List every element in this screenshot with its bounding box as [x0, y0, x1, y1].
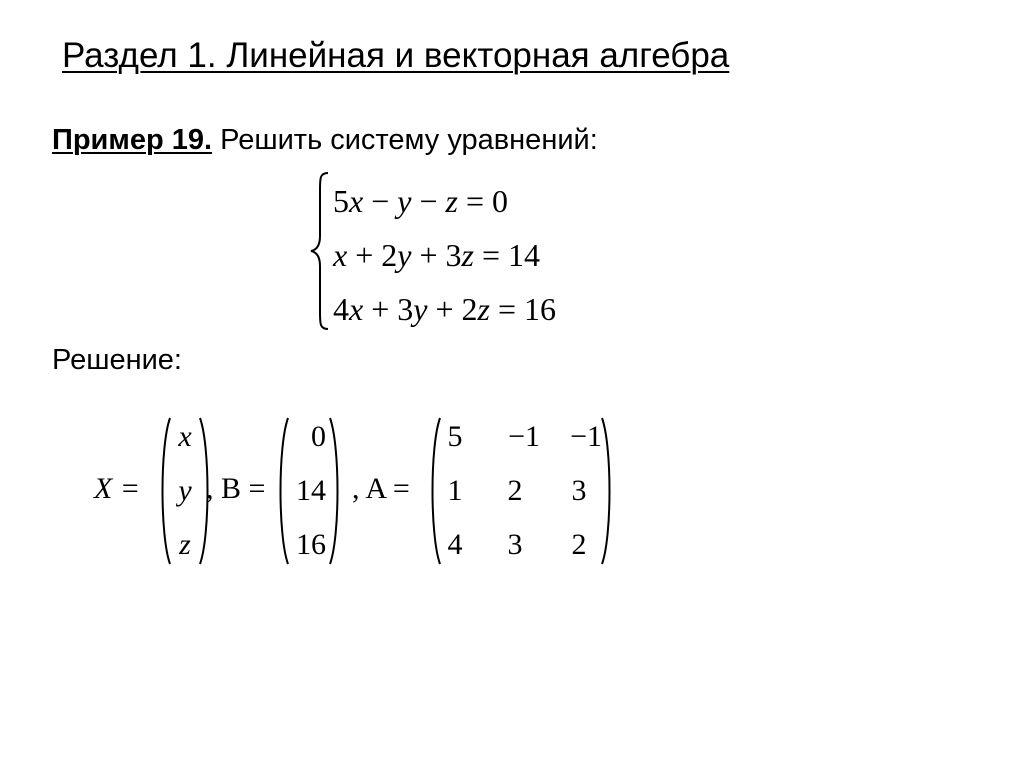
matrix-a-label: , A =: [352, 472, 410, 505]
matrix-x-entry: x: [178, 420, 192, 453]
matrix-b-entry: 16: [296, 528, 326, 561]
matrix-a-entry: 3: [571, 474, 587, 507]
example-text: Решить систему уравнений:: [212, 124, 598, 156]
solution-label: Решение:: [52, 344, 182, 376]
matrix-b-right-paren: [328, 416, 344, 566]
matrix-a-entry: 2: [507, 474, 523, 507]
matrix-a-entry: 1: [447, 474, 463, 507]
slide-title: Раздел 1. Линейная и векторная алгебра: [62, 36, 730, 75]
matrix-x-entry: z: [179, 528, 191, 561]
equation-1: 5x − y − z = 0: [333, 183, 508, 219]
equation-3: 4x + 3y + 2z = 16: [333, 291, 556, 327]
matrix-x-label: X =: [94, 472, 141, 505]
matrix-a-entry: 2: [571, 528, 587, 561]
matrix-a-entry: −1: [570, 420, 602, 453]
example-statement: [52, 124, 598, 157]
equation-2: x + 2y + 3z = 14: [333, 237, 540, 273]
matrix-a-entry: 3: [507, 528, 523, 561]
matrix-x-entry: y: [178, 474, 192, 507]
matrix-a-entry: 4: [447, 528, 463, 561]
matrix-x-left-paren: [156, 416, 172, 566]
matrix-a-right-paren: [600, 416, 616, 566]
system-brace: [308, 170, 332, 332]
matrix-b-entry: 0: [311, 420, 326, 453]
matrix-a-entry: −1: [508, 420, 540, 453]
example-label: Пример 19.: [52, 124, 213, 156]
matrix-b-entry: 14: [296, 474, 326, 507]
matrix-b-label: , B =: [206, 472, 266, 505]
matrix-a-entry: 5: [447, 420, 463, 453]
